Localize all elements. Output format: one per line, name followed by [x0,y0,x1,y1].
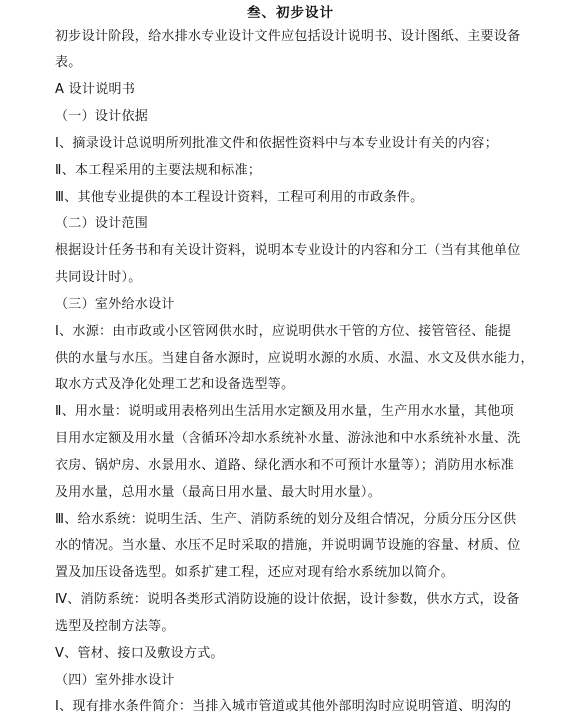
paragraph-line: 根据设计任务书和有关设计资料，说明本专业设计的内容和分工（当有其他单位 [55,243,521,258]
subsection-heading: （四）室外排水设计 [55,673,175,688]
paragraph-line: 取水方式及净化处理工艺和设备选型等。 [55,377,295,392]
paragraph-line: Ⅰ、摘录设计总说明所列批准文件和依据性资料中与本专业设计有关的内容； [55,136,499,151]
paragraph-line: Ⅲ、其他专业提供的本工程设计资料，工程可利用的市政条件。 [55,190,424,205]
subsection-heading: A 设计说明书 [55,82,136,97]
paragraph-line: Ⅱ、用水量：说明或用表格列出生活用水定额及用水量，生产用水水量，其他项 [55,404,514,419]
paragraph-line: 供的水量与水压。当建自备水源时，应说明水源的水质、水温、水文及供水能力， [55,351,534,366]
paragraph-line: Ⅰ、现有排水条件简介：当排入城市管道或其他外部明沟时应说明管道、明沟的 [55,699,512,714]
paragraph-line: 选型及控制方法等。 [55,619,175,634]
paragraph-line: 初步设计阶段，给水排水专业设计文件应包括设计说明书、设计图纸、主要设备 [55,29,521,44]
paragraph-line: 表。 [55,55,82,70]
subsection-heading: （二）设计范围 [55,216,149,231]
section-title: 叁、初步设计 [247,5,334,21]
paragraph-line: 置及加压设备选型。如系扩建工程，还应对现有给水系统加以简介。 [55,565,455,580]
paragraph-line: Ⅰ、水源：由市政或小区管网供水时，应说明供水干管的方位、接管管径、能提 [55,324,512,339]
paragraph-line: Ⅱ、本工程采用的主要法规和标准； [55,163,262,178]
subsection-heading: （一）设计依据 [55,109,149,124]
paragraph-line: 共同设计时）。 [55,270,142,285]
subsection-heading: （三）室外给水设计 [55,297,175,312]
paragraph-line: 及用水量，总用水量（最高日用水量、最大时用水量）。 [55,485,382,500]
paragraph-line: 水的情况。当水量、水压不足时采取的措施，并说明调节设施的容量、材质、位 [55,538,521,553]
paragraph-line: 目用水定额及用水量（含循环冷却水系统补水量、游泳池和中水系统补水量、洗 [55,431,521,446]
paragraph-line: Ⅴ、管材、接口及敷设方式。 [55,646,224,661]
paragraph-line: Ⅲ、给水系统：说明生活、生产、消防系统的划分及组合情况，分质分压分区供 [55,512,517,527]
paragraph-line: Ⅳ、消防系统：说明各类形式消防设施的设计依据，设计参数，供水方式，设备 [55,592,520,607]
paragraph-line: 衣房、锅炉房、水景用水、道路、绿化洒水和不可预计水量等）；消防用水标准 [55,458,515,473]
